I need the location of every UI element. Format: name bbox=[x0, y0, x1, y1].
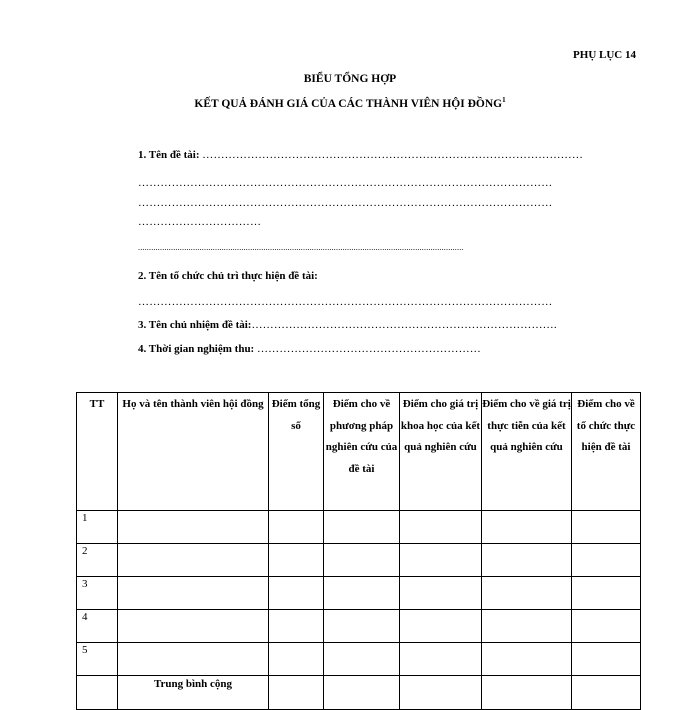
cell-science-score[interactable] bbox=[400, 511, 482, 544]
cell-organization-score[interactable] bbox=[572, 511, 641, 544]
cell-member-name[interactable] bbox=[118, 577, 269, 610]
cell-method-score[interactable] bbox=[324, 544, 400, 577]
cell-science-score[interactable] bbox=[400, 577, 482, 610]
cell-total-score[interactable] bbox=[269, 544, 324, 577]
field-project-name bbox=[138, 149, 638, 161]
field-project-leader bbox=[138, 319, 608, 331]
cell-science-score[interactable] bbox=[400, 643, 482, 676]
cell-member-name[interactable] bbox=[118, 544, 269, 577]
cell-organization-score[interactable] bbox=[572, 610, 641, 643]
cell-practical-score[interactable] bbox=[482, 511, 572, 544]
form-subtitle bbox=[0, 96, 700, 110]
average-row bbox=[77, 676, 641, 710]
cell-average-total[interactable] bbox=[269, 676, 324, 710]
col-header-total-score: Điểm tổng số bbox=[269, 393, 324, 511]
cell-total-score[interactable] bbox=[269, 577, 324, 610]
field-host-organization-label: 2. Tên tổ chức chủ trì thực hiện đề tài: bbox=[138, 270, 318, 282]
cell-total-score[interactable] bbox=[269, 511, 324, 544]
cell-practical-score[interactable] bbox=[482, 643, 572, 676]
cell-science-score[interactable] bbox=[400, 544, 482, 577]
field-project-name-line-4[interactable]: …………………………… bbox=[138, 216, 262, 228]
cell-average-science[interactable] bbox=[400, 676, 482, 710]
cell-science-score[interactable] bbox=[400, 610, 482, 643]
field-acceptance-time-dots[interactable]: …………………………………………………… bbox=[256, 343, 481, 355]
field-project-name-dots[interactable]: ………………………………………………………………………………………… bbox=[202, 149, 584, 161]
evaluation-table bbox=[76, 392, 641, 710]
cell-method-score[interactable] bbox=[324, 610, 400, 643]
field-project-leader-dots[interactable]: ………………………………………………………………………. bbox=[251, 319, 557, 331]
cell-total-score[interactable] bbox=[269, 643, 324, 676]
field-host-organization-line[interactable]: ………………………………………………………………………………………………… bbox=[138, 296, 553, 308]
col-header-science-score: Điểm cho giá trị khoa học của kết quả nghiên cứu bbox=[400, 393, 482, 511]
cell-method-score[interactable] bbox=[324, 643, 400, 676]
table-row bbox=[77, 577, 641, 610]
cell-organization-score[interactable] bbox=[572, 544, 641, 577]
table-row bbox=[77, 643, 641, 676]
cell-total-score[interactable] bbox=[269, 610, 324, 643]
row-number: 3 bbox=[77, 577, 118, 610]
col-header-practical-score: Điểm cho về giá trị thực tiễn của kết quả nghiên cứu bbox=[482, 393, 572, 511]
col-header-method-score: Điểm cho về phương pháp nghiên cứu của đề tài bbox=[324, 393, 400, 511]
field-host-organization bbox=[138, 270, 318, 282]
cell-average-method[interactable] bbox=[324, 676, 400, 710]
average-label: Trung bình cộng bbox=[118, 676, 269, 710]
table-row bbox=[77, 544, 641, 577]
field-acceptance-time bbox=[138, 343, 538, 355]
field-project-name-line-2[interactable]: ………………………………………………………………………………………………… bbox=[138, 177, 553, 189]
form-subtitle-text: KẾT QUẢ ĐÁNH GIÁ CỦA CÁC THÀNH VIÊN HỘI ĐỒNG bbox=[194, 97, 503, 110]
footnote-mark: 1 bbox=[502, 96, 506, 104]
cell-average-organization[interactable] bbox=[572, 676, 641, 710]
cell-member-name[interactable] bbox=[118, 643, 269, 676]
cell-organization-score[interactable] bbox=[572, 577, 641, 610]
field-project-leader-label: 3. Tên chủ nhiệm đề tài: bbox=[138, 319, 252, 331]
field-project-name-line-5[interactable]: .................................................................................................................................................... bbox=[138, 243, 464, 252]
cell-organization-score[interactable] bbox=[572, 643, 641, 676]
cell-method-score[interactable] bbox=[324, 577, 400, 610]
field-acceptance-time-label: 4. Thời gian nghiệm thu: bbox=[138, 343, 255, 355]
table-header-row bbox=[77, 393, 641, 511]
col-header-organization-score: Điểm cho về tổ chức thực hiện đề tài bbox=[572, 393, 641, 511]
cell-member-name[interactable] bbox=[118, 610, 269, 643]
row-number: 4 bbox=[77, 610, 118, 643]
appendix-label: PHỤ LỤC 14 bbox=[573, 49, 636, 61]
row-number: 5 bbox=[77, 643, 118, 676]
cell-practical-score[interactable] bbox=[482, 610, 572, 643]
cell-average-blank bbox=[77, 676, 118, 710]
cell-average-practical[interactable] bbox=[482, 676, 572, 710]
cell-practical-score[interactable] bbox=[482, 544, 572, 577]
cell-method-score[interactable] bbox=[324, 511, 400, 544]
table-row bbox=[77, 511, 641, 544]
form-title: BIỂU TỔNG HỢP bbox=[303, 73, 397, 85]
field-project-name-line-3[interactable]: ………………………………………………………………………………………………… bbox=[138, 197, 553, 209]
table-row bbox=[77, 610, 641, 643]
field-project-name-label: 1. Tên đề tài: bbox=[138, 149, 200, 161]
cell-practical-score[interactable] bbox=[482, 577, 572, 610]
col-header-member-name: Họ và tên thành viên hội đồng bbox=[118, 393, 269, 511]
col-header-tt: TT bbox=[77, 393, 118, 511]
row-number: 2 bbox=[77, 544, 118, 577]
row-number: 1 bbox=[77, 511, 118, 544]
cell-member-name[interactable] bbox=[118, 511, 269, 544]
